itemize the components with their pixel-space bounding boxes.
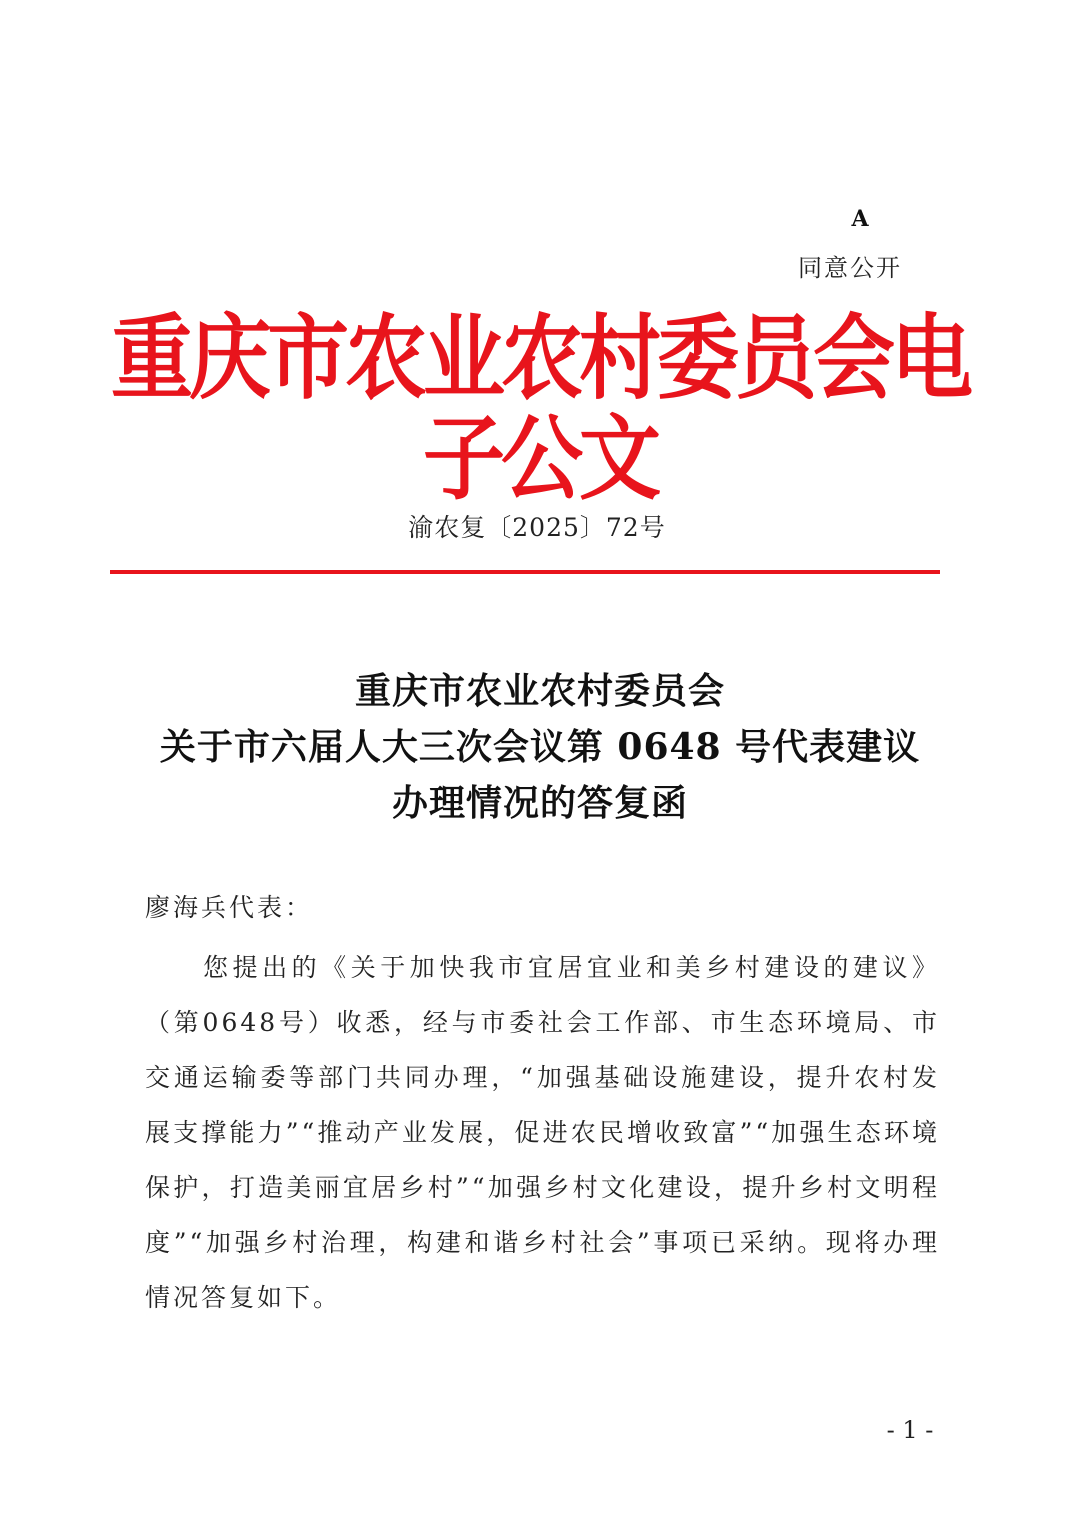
document-number: 渝农复〔2025〕72号: [408, 513, 666, 542]
document-title-line-1: 重庆市农业农村委员会: [354, 670, 725, 712]
grade-mark: A: [851, 206, 869, 232]
page-number: - 1 -: [886, 1416, 934, 1444]
salutation: 廖海兵代表：: [145, 893, 314, 922]
document-title-line-2: 关于市六届人大三次会议第 0648 号代表建议: [159, 726, 921, 768]
org-header-title: 重庆市农业农村委员会电子公文: [110, 304, 969, 514]
body-paragraph: 您提出的《关于加快我市宜居宜业和美乡村建设的建议》（第0648号）收悉，经与市委社会工作部、市生态环境局、市交通运输委等部门共同办理，“加强基础设施建设，提升农村发展支撑能力”“推动产业发展，促进农民增收致富”“加强生态环境保护，打造美丽宜居乡村”“加强乡村文化建设，提升乡村文明程度”“加强乡村治理，构建和谐乡村社会”事项已采纳。现将办理情况答复如下。: [145, 953, 940, 1312]
disclosure-status: 同意公开: [798, 254, 902, 282]
red-divider-line: [110, 570, 940, 574]
document-title-line-3: 办理情况的答复函: [391, 782, 688, 824]
